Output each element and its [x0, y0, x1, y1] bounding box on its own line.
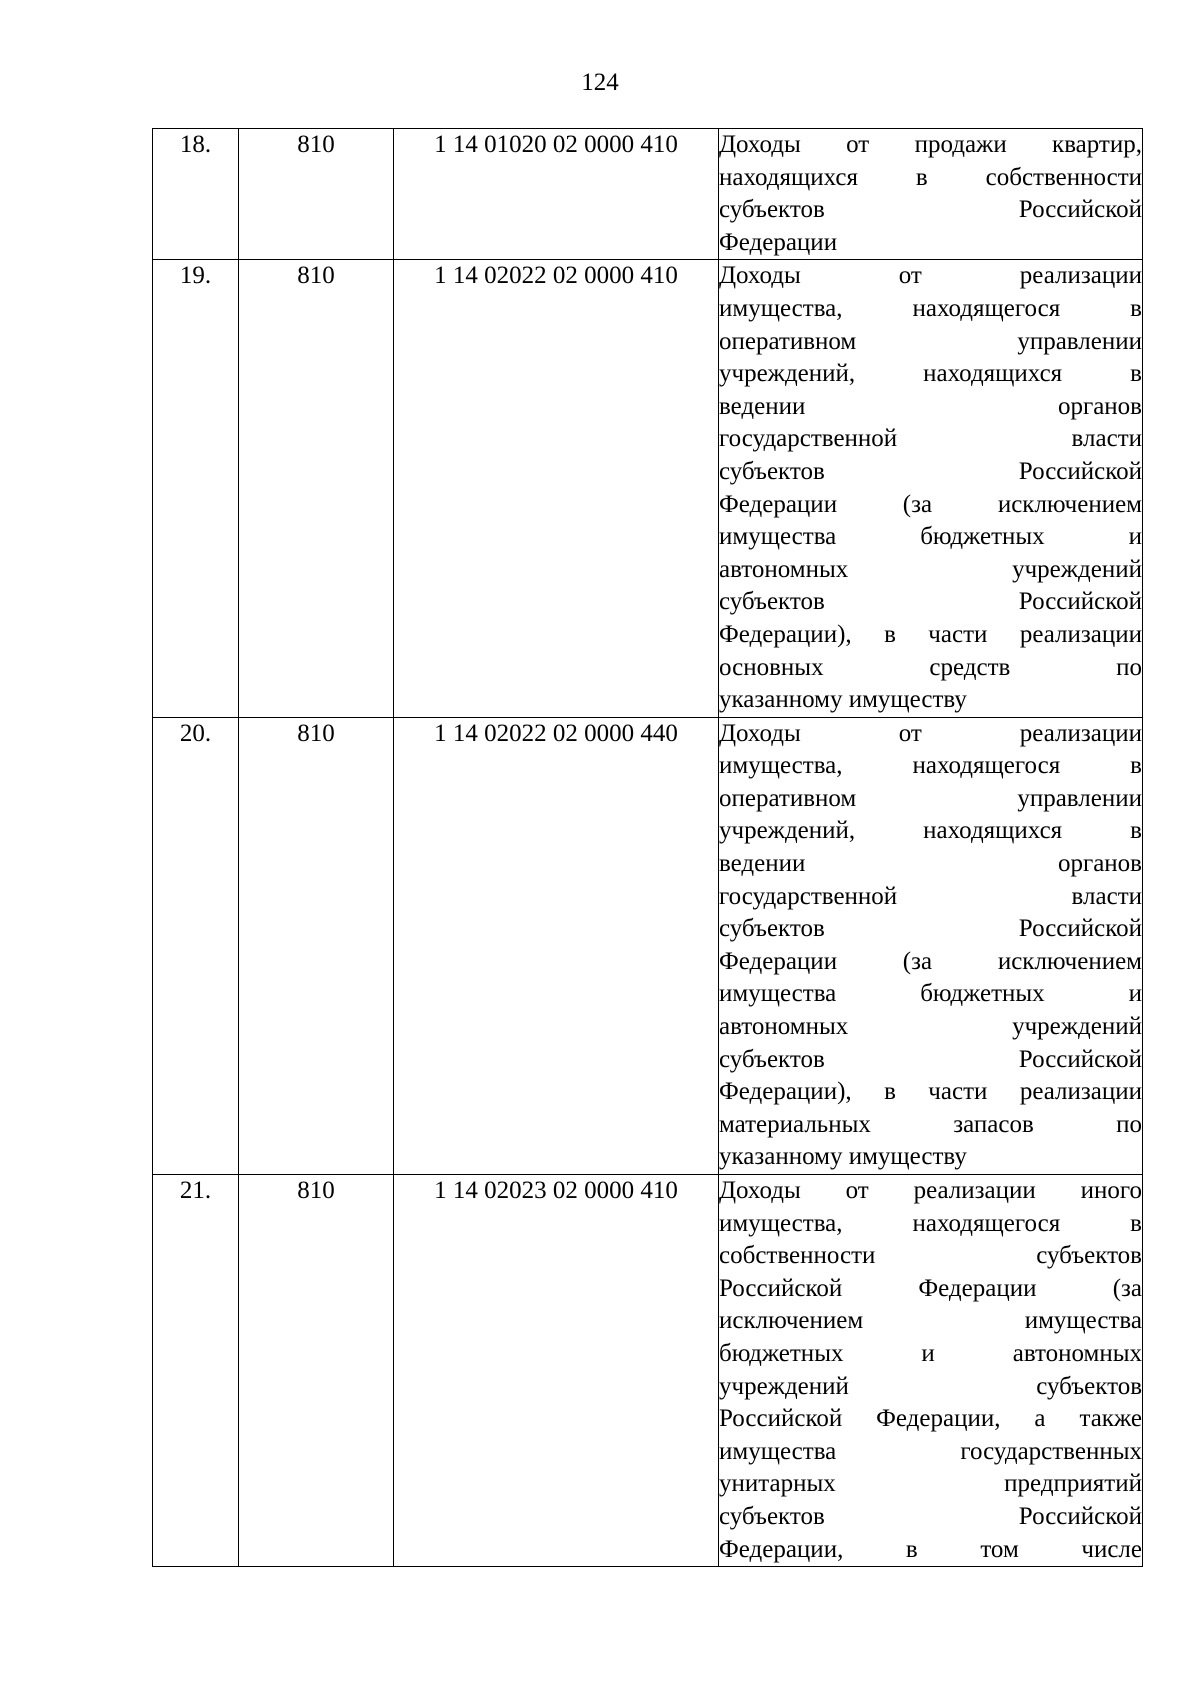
description-line: исключением имущества	[719, 1307, 1142, 1335]
row-number-cell: 20.	[153, 717, 239, 1174]
revenue-description-cell	[719, 260, 1143, 717]
description-line: имущества, находящегося в	[719, 294, 1142, 322]
budget-classification-code-cell: 1 14 01020 02 0000 410	[394, 129, 719, 260]
description-line: субъектов Российской	[719, 1502, 1142, 1530]
row-number-cell: 21.	[153, 1175, 239, 1567]
administrator-code-cell: 810	[239, 129, 394, 260]
description-line: основных средств по	[719, 653, 1142, 681]
description-line: государственной власти	[719, 882, 1142, 910]
budget-classification-code-cell: 1 14 02022 02 0000 440	[394, 717, 719, 1174]
description-line: Федерации), в части реализации	[719, 1078, 1142, 1106]
table-row	[153, 129, 1143, 260]
description-line: учреждений субъектов	[719, 1372, 1142, 1400]
revenue-description-cell	[719, 1175, 1143, 1567]
description-line: Федерации (за исключением	[719, 490, 1142, 518]
description-line: Доходы от продажи квартир,	[719, 131, 1142, 158]
description-line: собственности субъектов	[719, 1242, 1142, 1270]
description-line: указанному имуществу	[719, 1143, 967, 1171]
description-line: субъектов Российской	[719, 457, 1142, 485]
revenue-codes-table	[152, 128, 1143, 1567]
table-row	[153, 260, 1143, 717]
administrator-code-cell: 810	[239, 717, 394, 1174]
description-line: Федерации	[719, 228, 838, 256]
table-body	[153, 129, 1143, 1567]
description-line: имущества бюджетных и	[719, 980, 1142, 1008]
budget-classification-code-cell: 1 14 02022 02 0000 410	[394, 260, 719, 717]
budget-classification-code-cell: 1 14 02023 02 0000 410	[394, 1175, 719, 1567]
description-line: государственной власти	[719, 425, 1142, 453]
description-line: имущества бюджетных и	[719, 523, 1142, 551]
description-line: материальных запасов по	[719, 1110, 1142, 1138]
description-line: Доходы от реализации иного	[719, 1177, 1142, 1204]
description-line: имущества, находящегося в	[719, 752, 1142, 780]
description-line: унитарных предприятий	[719, 1470, 1142, 1498]
row-number-cell: 18.	[153, 129, 239, 260]
revenue-description-cell	[719, 129, 1143, 260]
description-line: имущества государственных	[719, 1437, 1142, 1465]
description-line: автономных учреждений	[719, 1013, 1142, 1041]
description-line: оперативном управлении	[719, 327, 1142, 355]
description-line: указанному имуществу	[719, 686, 967, 714]
description-line: Федерации), в части реализации	[719, 620, 1142, 648]
description-line: субъектов Российской	[719, 196, 1142, 224]
table-row	[153, 717, 1143, 1174]
page-number: 124	[581, 69, 619, 96]
description-line: субъектов Российской	[719, 588, 1142, 616]
description-line: автономных учреждений	[719, 555, 1142, 583]
administrator-code-cell: 810	[239, 1175, 394, 1567]
administrator-code-cell: 810	[239, 260, 394, 717]
description-line: ведении органов	[719, 850, 1142, 878]
description-line: имущества, находящегося в	[719, 1209, 1142, 1237]
description-line: учреждений, находящихся в	[719, 360, 1142, 388]
table-row	[153, 1175, 1143, 1567]
description-line: ведении органов	[719, 392, 1142, 420]
description-line: учреждений, находящихся в	[719, 817, 1142, 845]
description-line: бюджетных и автономных	[719, 1339, 1142, 1367]
revenue-description-cell	[719, 717, 1143, 1174]
description-line: Федерации, в том числе	[719, 1535, 1142, 1563]
description-line: оперативном управлении	[719, 784, 1142, 812]
description-line: субъектов Российской	[719, 915, 1142, 943]
description-line: субъектов Российской	[719, 1045, 1142, 1073]
description-line: Российской Федерации, а также	[719, 1405, 1142, 1433]
description-line: Федерации (за исключением	[719, 947, 1142, 975]
description-line: Доходы от реализации	[719, 262, 1142, 290]
description-line: Российской Федерации (за	[719, 1274, 1142, 1302]
description-line: находящихся в собственности	[719, 163, 1142, 191]
description-line: Доходы от реализации	[719, 719, 1142, 747]
row-number-cell: 19.	[153, 260, 239, 717]
